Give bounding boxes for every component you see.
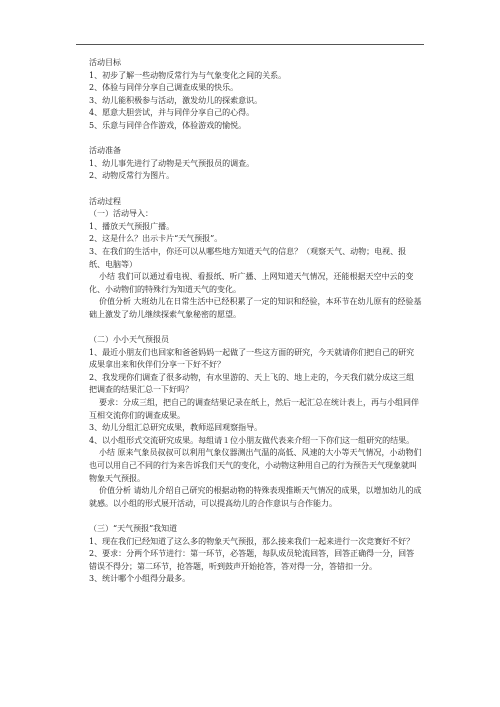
prep-item: 1、幼儿事先进行了动物是天气预报员的调查。 xyxy=(89,158,255,168)
part2-title: （二）小小天气预报员 xyxy=(89,335,169,345)
process-heading: 活动过程 xyxy=(89,196,121,206)
prep-item: 2、动物反常行为图片。 xyxy=(89,171,175,181)
spacer xyxy=(89,183,422,196)
part2-item: 4、以小组形式交流研究成果。每组请１位小朋友做代表来介绍一下你们这一组研究的结果。 xyxy=(89,435,415,445)
prep-heading: 活动准备 xyxy=(89,146,121,156)
part2-requirement: 要求：分成三组，把自己的调查结果记录在纸上，然后一起汇总在统计表上，再与小组同伴互相交流你们的调查成果。 xyxy=(89,398,419,420)
goals-heading: 活动目标 xyxy=(89,58,121,67)
part1-item: 2、这是什么？出示卡片“天气预报”。 xyxy=(89,234,223,244)
spacer xyxy=(89,510,422,523)
spacer xyxy=(89,133,422,146)
document-body xyxy=(89,57,422,586)
part3-item: 2、要求：分两个环节进行：第一环节，必答题，每队成员轮流回答，回答正确得一分，回答错误不得分；第二环节，抢答题，听到鼓声开始抢答，答对得一分，答错扣一分。 xyxy=(89,549,415,571)
part3-item: 1、现在我们已经知道了这么多的物象天气预报，那么接来我们一起来进行一次竞赛好不好？ xyxy=(89,536,415,546)
part3-item: 3、统计哪个小组得分最多。 xyxy=(89,574,191,584)
part1-value: 价值分析 大班幼儿在日常生活中已经积累了一定的知识和经验，本环节在幼儿原有的经验基础上激发了幼儿继续探索气象秘密的愿望。 xyxy=(89,297,422,319)
part1-summary: 小结 我们可以通过看电视、看报纸、听广播、上网知道天气情况，还能根据天空中云的变化、小动物们的特殊行为知道天气的变化。 xyxy=(89,272,414,294)
part1-item: 1、播放天气预报广播。 xyxy=(89,221,175,231)
spacer xyxy=(89,321,422,334)
part2-value: 价值分析 请幼儿介绍自己研究的根据动物的特殊表现推断天气情况的成果，以增加幼儿的成就感。以小组的形式展开活动，可以提高幼儿的合作意识与合作能力。 xyxy=(89,486,422,508)
goal-item: 2、体验与同伴分享自己调查成果的快乐。 xyxy=(89,83,239,93)
goal-item: 4、愿意大胆尝试，并与同伴分享自己的心得。 xyxy=(89,108,255,118)
part3-title: （三）“天气预报”我知道 xyxy=(89,523,178,533)
part1-title: （一）活动导入： xyxy=(89,209,153,219)
part2-item: 3、幼儿分组汇总研究成果，教师巡回观察指导。 xyxy=(89,423,263,433)
goal-item: 3、幼儿能积极参与活动，激发幼儿的探索意识。 xyxy=(89,95,263,105)
goal-item: 1、初步了解一些动物反常行为与气象变化之间的关系。 xyxy=(89,70,287,80)
goal-item: 5、乐意与同伴合作游戏，体验游戏的愉悦。 xyxy=(89,120,247,130)
part2-item: 2、我发现你们调查了很多动物，有水里游的、天上飞的、地上走的，今天我们就分成这三组把调查的结果汇总一下好吗？ xyxy=(89,372,415,395)
part2-summary: 小结 原来气象员叔叔可以利用气象仪器测出气温的高低、风速的大小等天气情况，小动物们也可以用自己不同的行为来告诉我们天气的变化，小动物这种用自己的行为预告天气现象就叫物象天气预报。 xyxy=(89,448,422,483)
part2-item: 1、最近小朋友们也回家和爸爸妈妈一起做了一些这方面的研究，今天就请你们把自己的研究成果拿出来和伙伴们分享一下好不好？ xyxy=(89,347,415,370)
header-rule xyxy=(76,44,424,45)
part1-item: 3、在我们的生活中，你还可以从哪些地方知道天气的信息？（观察天气、动物；电视、报纸、电脑等） xyxy=(89,246,407,269)
